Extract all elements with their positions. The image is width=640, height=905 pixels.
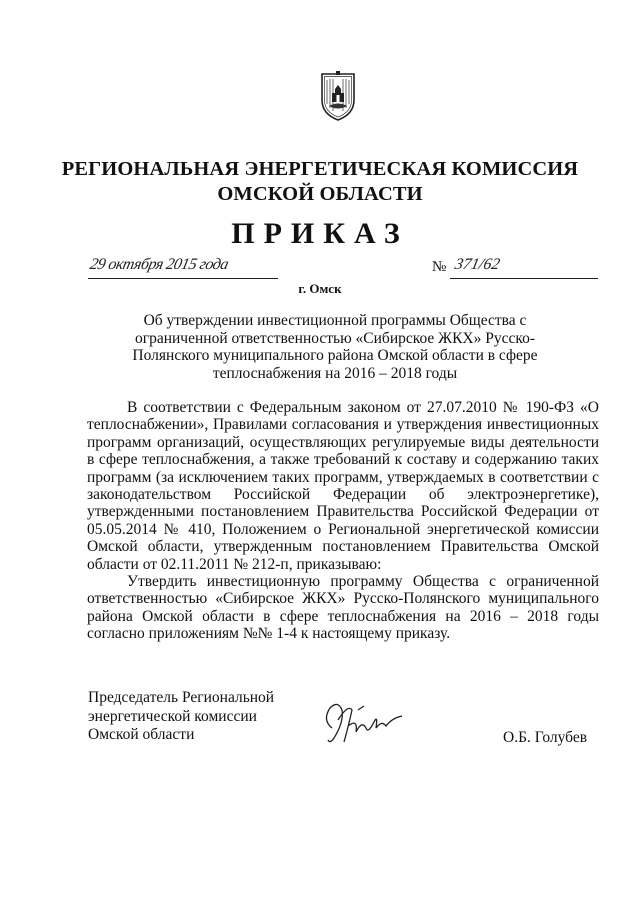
signer-title-line2: энергетической комиссии [88, 707, 257, 725]
signer-title [88, 689, 274, 745]
organization-name-line1: РЕГИОНАЛЬНАЯ ЭНЕРГЕТИЧЕСКАЯ КОМИССИЯ [61, 158, 579, 180]
signer-name: О.Б. Голубев [503, 729, 588, 746]
document-type-title: ПРИКАЗ [231, 217, 409, 250]
city-label: г. Омск [298, 281, 342, 296]
handwritten-order-number: 371/62 [453, 256, 502, 273]
signer-title-line1: Председатель Региональной [88, 689, 275, 706]
body-paragraph-resolution: Утвердить инвестиционную программу Общества с ограниченной ответственностью «Сибирское ЖКХ» Русско-Полянского муниципального района Омской области в сфере теплоснабжения на 2016 – 2018 годы согласно приложениям №№ 1-4 к настоящему приказу. [87, 573, 599, 643]
omsk-coat-of-arms-icon [318, 70, 358, 122]
handwritten-date: 29 октября 2015 года [88, 256, 230, 273]
organization-name-line2: ОМСКОЙ ОБЛАСТИ [217, 183, 423, 205]
order-number-label: № [432, 259, 447, 275]
handwritten-signature-icon [318, 698, 410, 748]
body-paragraph-legal-basis: В соответствии с Федеральным законом от 27.07.2010 № 190-ФЗ «О теплоснабжении», Правилами согласования и утверждения инвестиционных программ организаций, осуществляющих регулируемые виды деятельности в сфере теплоснабжения, а также требований к составу и содержанию таких программ (за исключением таких программ, утверждаемых в соответствии с законодательством Российской Федерации об электроэнергетике), утвержденными постановлением Правительства Российской Федерации от 05.05.2014 № 410, Положением о Региональной энергетической комиссии Омской области, утвержденным постановлением Правительства Омской области от 02.11.2011 № 212-п, приказываю: [87, 399, 599, 573]
order-body [87, 399, 599, 643]
order-subject: Об утверждении инвестиционной программы Общества с ограниченной ответственностью «Сибирское ЖКХ» Русско-Полянского муниципального района Омской области в сфере теплоснабжения на 2016 – 2018 годы [132, 312, 538, 382]
signer-title-line3: Омской области [88, 726, 195, 743]
